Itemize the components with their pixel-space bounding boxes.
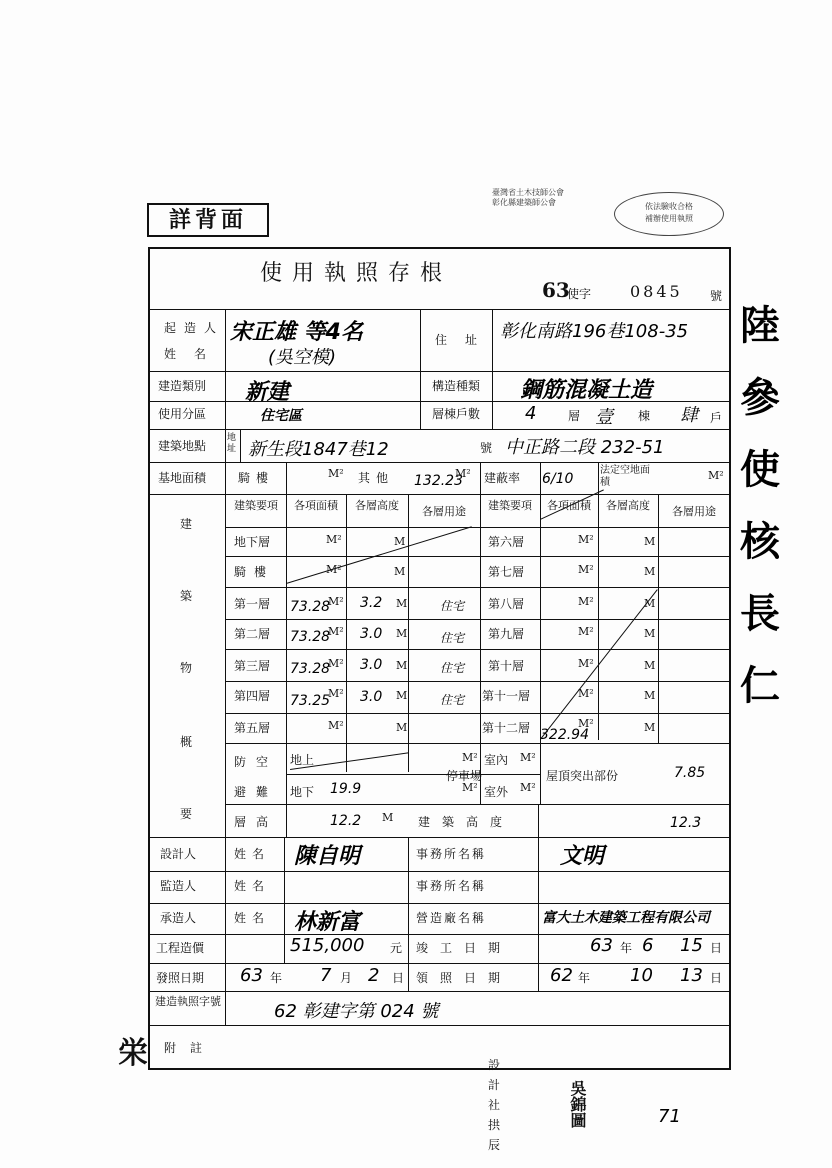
hw-floors: 4 xyxy=(525,403,537,424)
unit-m2: M² xyxy=(520,781,536,794)
hw-f1-area: 73.28 xyxy=(290,599,331,615)
hw-f4-area: 73.25 xyxy=(290,693,331,709)
unit-m2: M² xyxy=(328,719,344,732)
hw-design-office: 文明 xyxy=(560,844,605,869)
label-floors-units: 層棟戶數 xyxy=(432,407,481,421)
label-day: 日 xyxy=(710,941,723,955)
hw-f3-height: 3.0 xyxy=(360,657,383,673)
top-stamp-line: 彰化縣建築師公會 xyxy=(492,198,556,207)
unit-m2: M² xyxy=(578,717,594,730)
floor-label: 地下層 xyxy=(234,535,271,549)
label-firm: 營造廠名稱 xyxy=(416,911,487,925)
unit-m: M xyxy=(396,597,408,610)
label-other: 其他 xyxy=(358,471,395,485)
hw-evac-below: 19.9 xyxy=(330,781,362,797)
col-header: 各項面積 xyxy=(547,499,591,512)
floor-label: 第四層 xyxy=(234,689,271,703)
floor-label: 第一層 xyxy=(234,597,271,611)
label-cost: 工程造價 xyxy=(156,941,205,955)
permit-serial: 0845 xyxy=(630,282,683,301)
unit-m2: M² xyxy=(520,751,536,764)
floor-label: 第九層 xyxy=(488,627,525,641)
hw-designer: 陳自明 xyxy=(294,844,361,869)
unit-m2: M² xyxy=(578,687,594,700)
hw-f1-use: 住宅 xyxy=(440,599,465,613)
permit-form xyxy=(148,247,731,1070)
hw-other-area: 132.23 xyxy=(414,473,463,489)
unit-m2: M² xyxy=(578,563,594,576)
unit-m: M xyxy=(394,535,406,548)
label-floor-height: 層高 xyxy=(234,815,279,829)
margin-char: 長 xyxy=(740,590,780,637)
unit-m: M xyxy=(396,689,408,702)
hw-total-area: 322.94 xyxy=(540,727,589,743)
unit-m2: M² xyxy=(455,467,471,480)
floor-label: 第十一層 xyxy=(482,689,531,703)
unit-m: M xyxy=(644,535,656,548)
top-stamp-line: 臺灣省土木技師公會 xyxy=(492,188,564,197)
label-bldg: 棟 xyxy=(638,409,651,423)
hw-bldg-height: 12.3 xyxy=(670,815,702,831)
floor-label: 第十二層 xyxy=(482,721,531,735)
label-day: 日 xyxy=(710,971,723,985)
col-header: 各層用途 xyxy=(672,505,716,518)
unit-m: M xyxy=(644,721,656,734)
floor-label: 第十層 xyxy=(488,659,525,673)
hw-f2-height: 3.0 xyxy=(360,626,383,642)
unit-m: M xyxy=(644,565,656,578)
bottom-stamp-name: 吳錦圖 xyxy=(568,1080,587,1128)
oval-seal-line: 依法驗收合格 xyxy=(645,202,693,211)
unit-m: M xyxy=(644,597,656,610)
margin-char: 核 xyxy=(740,518,780,565)
margin-char: 參 xyxy=(740,374,780,421)
label-remarks: 附註 xyxy=(164,1041,217,1055)
label-issue-date: 發照日期 xyxy=(156,971,205,985)
unit-m2: M² xyxy=(328,595,344,608)
hw-receive-year: 62 xyxy=(550,965,573,986)
unit-m2: M² xyxy=(326,533,342,546)
label-permit-no: 建造執照字號 xyxy=(155,995,221,1008)
label-category: 建造類別 xyxy=(158,379,207,393)
hw-f1-height: 3.2 xyxy=(360,595,383,611)
floor-label: 第七層 xyxy=(488,565,525,579)
hw-completion-month: 6 xyxy=(642,935,654,956)
unit-m2: M² xyxy=(328,657,344,670)
label-bldg-height: 建築高度 xyxy=(418,815,515,829)
label-year: 年 xyxy=(270,971,283,985)
hw-f4-use: 住宅 xyxy=(440,693,465,707)
unit-m: M xyxy=(644,689,656,702)
hw-issue-month: 7 xyxy=(320,965,332,986)
hw-structure: 鋼筋混凝土造 xyxy=(520,378,653,403)
unit-m2: M² xyxy=(328,687,344,700)
label-builder-name: 姓名 xyxy=(164,347,225,361)
label-unit-hu: 戶 xyxy=(710,411,723,425)
unit-m2: M² xyxy=(708,469,724,482)
unit-m2: M² xyxy=(578,595,594,608)
label-yuan: 元 xyxy=(390,941,403,955)
hw-category: 新建 xyxy=(245,380,290,405)
bottom-stamp-char: 計 xyxy=(488,1078,501,1092)
unit-m: M xyxy=(394,565,406,578)
label-site-location: 建築地點 xyxy=(158,439,207,453)
col-header: 建築要項 xyxy=(234,499,278,512)
unit-m2: M² xyxy=(328,625,344,638)
col-header: 各層高度 xyxy=(355,499,399,512)
label-roof: 屋頂突出部份 xyxy=(546,769,619,783)
margin-char: 陸 xyxy=(740,302,780,349)
unit-m: M xyxy=(644,659,656,672)
hw-coverage: 6/10 xyxy=(542,471,574,487)
label-arcade: 騎樓 xyxy=(238,471,275,485)
label-designer: 設計人 xyxy=(160,847,197,861)
bottom-stamp-number: 71 xyxy=(658,1106,681,1127)
hw-floor-height: 12.2 xyxy=(330,813,362,829)
label-indoor: 室內 xyxy=(484,753,509,767)
label-shelter: 防空 xyxy=(234,755,279,769)
top-stamp xyxy=(492,188,724,246)
overview-char: 築 xyxy=(180,589,193,603)
hw-roof-area: 7.85 xyxy=(674,765,706,781)
label-name: 姓名 xyxy=(234,911,271,925)
hw-permit: 62 彰建字第 024 號 xyxy=(274,1001,439,1022)
hw-f2-area: 73.28 xyxy=(290,629,331,645)
margin-char: 使 xyxy=(740,446,780,493)
floor-label: 第八層 xyxy=(488,597,525,611)
oval-seal-line: 補辦使用執照 xyxy=(645,214,693,223)
floor-label: 騎樓 xyxy=(234,565,275,579)
label-office: 事務所名稱 xyxy=(416,847,487,861)
label-site-no: 號 xyxy=(480,441,493,455)
floor-label: 第六層 xyxy=(488,535,525,549)
unit-m: M xyxy=(644,627,656,640)
oval-seal xyxy=(614,192,724,236)
bottom-stamp-char: 拱 xyxy=(488,1118,501,1132)
bottom-stamp-char: 社 xyxy=(488,1098,501,1112)
unit-m2: M² xyxy=(462,781,478,794)
label-builder: 起造人 xyxy=(164,321,225,335)
hw-firm: 富大土木建築工程有限公司 xyxy=(542,910,710,926)
label-coverage: 建蔽率 xyxy=(484,471,521,485)
label-supervisor: 監造人 xyxy=(160,879,197,893)
hw-site-no: 中正路二段 232-51 xyxy=(505,437,665,458)
hw-address: 彰化南路196巷108-35 xyxy=(500,321,689,342)
label-address: 住址 xyxy=(435,333,496,347)
margin-stamp-text xyxy=(740,290,830,1050)
hw-builder-sub: (吳空模) xyxy=(268,347,337,368)
hw-issue-year: 63 xyxy=(240,965,263,986)
hw-receive-month: 10 xyxy=(630,965,653,986)
hw-f2-use: 住宅 xyxy=(440,631,465,645)
label-office: 事務所名稱 xyxy=(416,879,487,893)
unit-m2: M² xyxy=(328,467,344,480)
hw-issue-day: 2 xyxy=(368,965,380,986)
hw-completion-year: 63 xyxy=(590,935,613,956)
col-header: 各層高度 xyxy=(606,499,650,512)
permit-char: 使字 xyxy=(567,287,592,301)
label-name: 姓名 xyxy=(234,879,271,893)
label-layer: 層 xyxy=(568,409,581,423)
col-header: 建築要項 xyxy=(488,499,532,512)
unit-m: M xyxy=(382,811,394,824)
unit-m2: M² xyxy=(462,751,478,764)
overview-char: 物 xyxy=(180,661,193,675)
hw-f3-area: 73.28 xyxy=(290,661,331,677)
label-receive-date: 領照日期 xyxy=(416,971,513,985)
permit-year: 63 xyxy=(542,278,570,302)
permit-suffix: 號 xyxy=(710,289,723,303)
label-day: 日 xyxy=(392,971,405,985)
label-name: 姓名 xyxy=(234,847,271,861)
label-zoning: 使用分區 xyxy=(158,407,207,421)
hw-f4-height: 3.0 xyxy=(360,689,383,705)
unit-m2: M² xyxy=(578,625,594,638)
hw-f3-use: 住宅 xyxy=(440,661,465,675)
label-parking: 停車場 xyxy=(446,769,483,783)
bottom-stamp-char: 辰 xyxy=(488,1138,501,1152)
label-structure: 構造種類 xyxy=(432,379,481,393)
label-completion: 竣工日期 xyxy=(416,941,513,955)
label-site-area: 基地面積 xyxy=(158,471,207,485)
floor-label: 第三層 xyxy=(234,659,271,673)
floor-label: 第五層 xyxy=(234,721,271,735)
hw-cost: 515,000 xyxy=(290,935,365,956)
label-above: 地上 xyxy=(290,753,315,767)
hw-completion-day: 15 xyxy=(680,935,703,956)
hw-units: 肆 xyxy=(680,405,698,426)
overview-char: 要 xyxy=(180,807,193,821)
label-month: 月 xyxy=(340,971,353,985)
form-title: 使用執照存根 xyxy=(260,261,453,286)
floor-label: 第二層 xyxy=(234,627,271,641)
label-below: 地下 xyxy=(290,785,315,799)
label-contractor: 承造人 xyxy=(160,911,197,925)
header-tag: 詳背面 xyxy=(147,203,269,237)
label-outdoor: 室外 xyxy=(484,785,509,799)
bottom-stamp xyxy=(478,1050,718,1160)
unit-m2: M² xyxy=(326,563,342,576)
hw-contractor: 林新富 xyxy=(294,910,361,935)
overview-char: 建 xyxy=(180,517,193,531)
hw-builder-name: 宋正雄 等4名 xyxy=(230,320,363,345)
unit-m2: M² xyxy=(578,657,594,670)
label-year: 年 xyxy=(578,971,591,985)
hw-bldgs: 壹 xyxy=(595,407,613,428)
label-year: 年 xyxy=(620,941,633,955)
hw-zoning: 住宅區 xyxy=(260,408,302,424)
margin-char: 仁 xyxy=(740,662,780,709)
unit-m2: M² xyxy=(578,533,594,546)
hw-site: 新生段1847巷12 xyxy=(248,439,389,460)
label-evac: 避難 xyxy=(234,785,279,799)
left-margin-mark: 栄 xyxy=(118,1036,148,1071)
hw-receive-day: 13 xyxy=(680,965,703,986)
overview-char: 概 xyxy=(180,735,193,749)
col-header: 各層用途 xyxy=(422,505,466,518)
unit-m: M xyxy=(396,627,408,640)
unit-m: M xyxy=(396,721,408,734)
bottom-stamp-char: 設 xyxy=(488,1058,501,1072)
unit-m: M xyxy=(396,659,408,672)
col-header: 各項面積 xyxy=(294,499,338,512)
label-site-prefix: 地址 xyxy=(227,433,237,454)
label-shelter-area: 法定空地面積 xyxy=(600,465,650,488)
